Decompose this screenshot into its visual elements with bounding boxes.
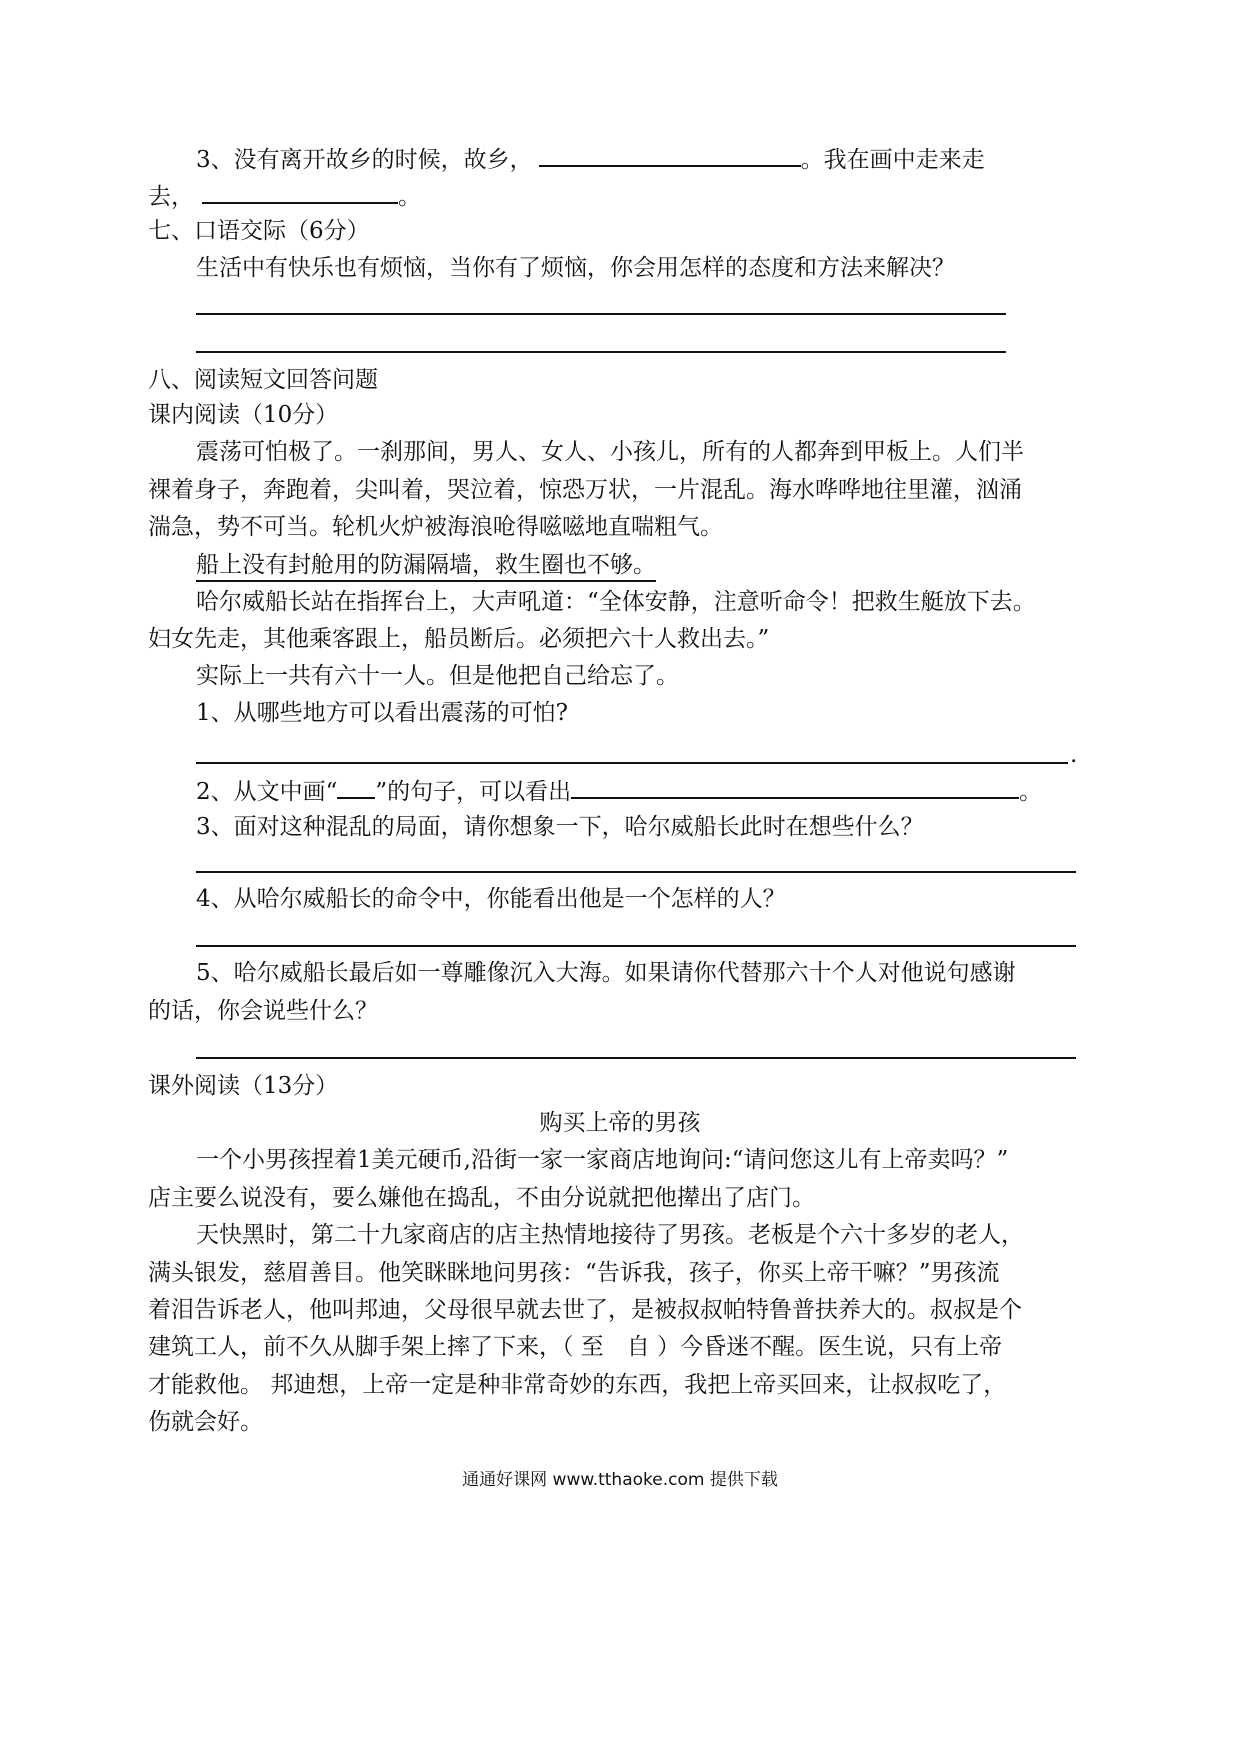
underlined-sentence-text: 船上没有封舱用的防漏隔墙，救生圈也不够。 <box>196 552 656 582</box>
question-5-line1: 5、哈尔威船长最后如一尊雕像沉入大海。如果请你代替那六十个人对他说句感谢 <box>196 960 1016 986</box>
q3-line1 <box>196 143 985 175</box>
extra-reading-heading: 课外阅读（13分） <box>148 1073 339 1099</box>
question-4: 4、从哈尔威船长的命令中，你能看出他是一个怎样的人？ <box>196 886 786 912</box>
question-5-answer-line[interactable] <box>196 1057 1076 1059</box>
page-footer: 通通好课网 www.tthaoke.com 提供下载 <box>462 1470 778 1490</box>
story-line: 满头银发，慈眉善目。他笑眯眯地问男孩：“告诉我，孩子，你买上帝干嘛？”男孩流 <box>148 1260 1000 1286</box>
question-2 <box>196 775 1042 807</box>
story-line: 天快黑时，第二十九家商店的店主热情地接待了男孩。老板是个六十多岁的老人， <box>196 1222 1024 1248</box>
section7-heading: 七、口语交际（6分） <box>148 218 370 244</box>
question-3-answer-line[interactable] <box>196 871 1076 873</box>
question-1-answer-line[interactable] <box>196 762 1068 764</box>
q3-blank-1[interactable] <box>539 143 801 167</box>
passage-line: 哈尔威船长站在指挥台上，大声吼道：“全体安静，注意听命令！把救生艇放下去。 <box>196 589 1036 615</box>
q3-text-d: 。 <box>398 184 421 210</box>
question-1: 1、从哪些地方可以看出震荡的可怕? <box>196 700 568 726</box>
story-title: 购买上帝的男孩 <box>539 1110 701 1136</box>
q3-text-b: 。我在画中走来走 <box>800 147 985 173</box>
story-line: 建筑工人，前不久从脚手架上摔了下来，（ 至 自 ）今昏迷不醒。医生说，只有上帝 <box>148 1334 1003 1360</box>
question-2-text-a: 2、从文中画“ <box>196 779 338 805</box>
question-2-text-b: ”的句子，可以看出 <box>375 779 572 805</box>
section7-answer-line-1[interactable] <box>196 313 1006 315</box>
question-4-answer-line[interactable] <box>196 945 1076 947</box>
underlined-sentence <box>196 550 656 580</box>
in-class-heading: 课内阅读（10分） <box>148 402 339 428</box>
question-2-end: 。 <box>1019 779 1043 805</box>
passage-line: 实际上一共有六十一人。但是他把自己给忘了。 <box>196 663 679 689</box>
question-5-line2: 的话，你会说些什么？ <box>148 998 378 1024</box>
question-1-end: . <box>1070 742 1078 768</box>
story-line: 店主要么说没有，要么嫌他在捣乱，不由分说就把他撵出了店门。 <box>148 1185 815 1211</box>
passage-line: 裸着身子，奔跑着，尖叫着，哭泣着，惊恐万状，一片混乱。海水哗哗地往里灌，汹涌 <box>148 477 1022 503</box>
story-line: 才能救他。 邦迪想，上帝一定是种非常奇妙的东西，我把上帝买回来，让叔叔吃了， <box>148 1372 1007 1398</box>
question-2-underline-mark <box>337 775 375 799</box>
q3-text-a: 3、没有离开故乡的时候，故乡， <box>196 147 533 173</box>
passage-line: 湍急，势不可当。轮机火炉被海浪呛得嗞嗞地直喘粗气。 <box>148 514 723 540</box>
question-3: 3、面对这种混乱的局面，请你想象一下，哈尔威船长此时在想些什么？ <box>196 814 924 840</box>
section8-heading: 八、阅读短文回答问题 <box>148 367 378 393</box>
q3-blank-2[interactable] <box>202 180 398 204</box>
story-line: 一个小男孩捏着1美元硬币,沿街一家一家商店地询问:“请问您这儿有上帝卖吗？” <box>196 1147 1009 1173</box>
story-line: 伤就会好。 <box>148 1409 263 1435</box>
question-2-blank[interactable] <box>571 775 1019 799</box>
story-line: 着泪告诉老人，他叫邦迪，父母很早就去世了，是被叔叔帕特鲁普扶养大的。叔叔是个 <box>148 1297 1022 1323</box>
q3-text-c: 去， <box>148 184 194 210</box>
section7-answer-line-2[interactable] <box>196 351 1006 353</box>
q3-line2 <box>148 180 421 212</box>
passage-line: 震荡可怕极了。一刹那间，男人、女人、小孩儿，所有的人都奔到甲板上。人们半 <box>196 439 1024 465</box>
section7-question: 生活中有快乐也有烦恼，当你有了烦恼，你会用怎样的态度和方法来解决？ <box>196 255 955 281</box>
passage-line: 妇女先走，其他乘客跟上，船员断后。必须把六十人救出去。” <box>148 626 770 652</box>
